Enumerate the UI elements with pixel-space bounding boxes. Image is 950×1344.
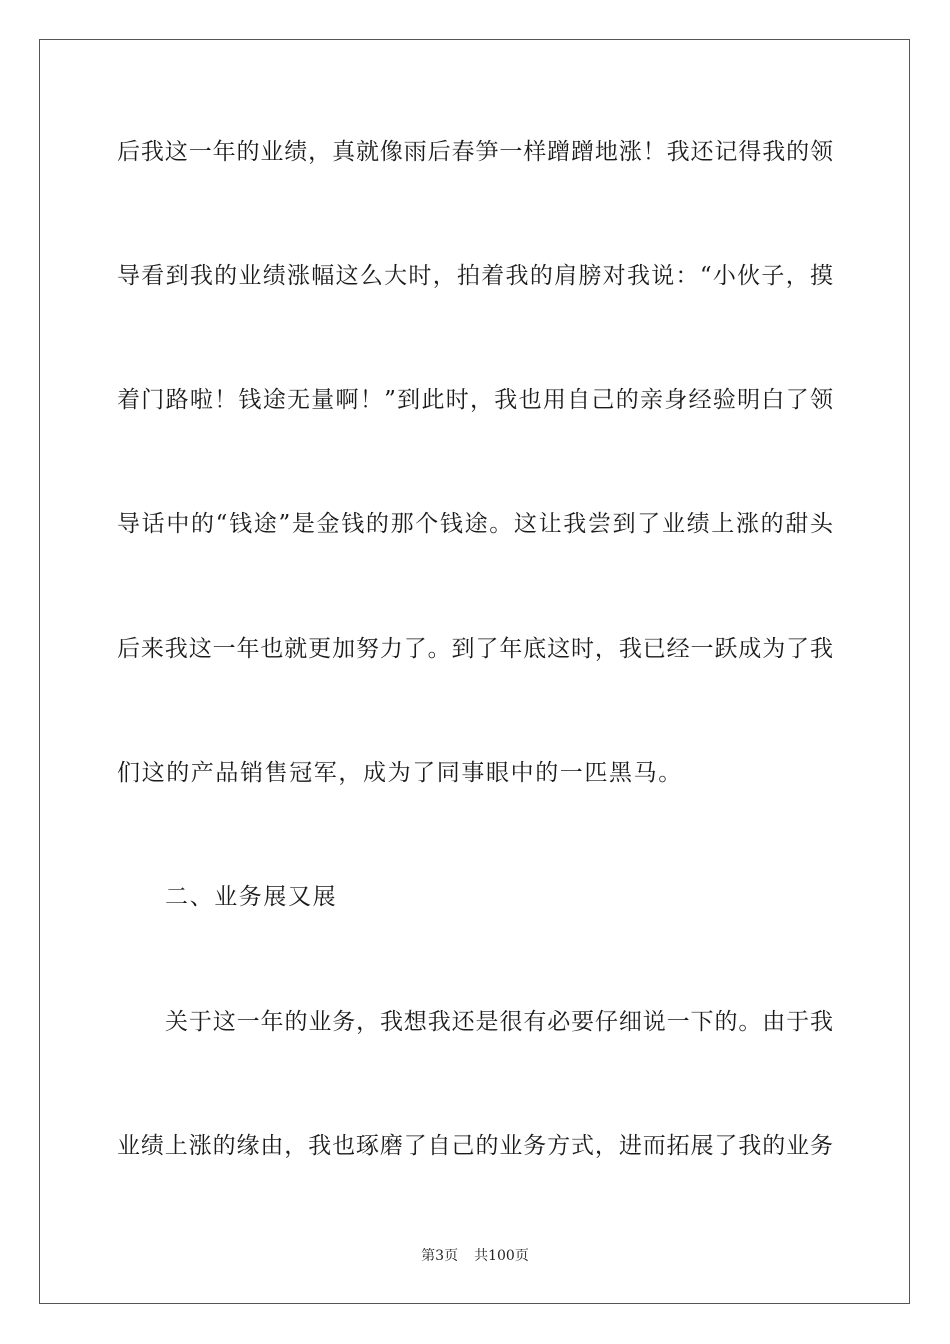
section-heading: 二、业务展又展 xyxy=(165,884,338,910)
page-footer xyxy=(0,1247,950,1265)
page-border xyxy=(39,39,910,1304)
body-text-line: 着门路啦！钱途无量啊！”到此时，我也用自己的亲身经验明白了领 xyxy=(117,387,833,413)
body-text-line: 业绩上涨的缘由，我也琢磨了自己的业务方式，进而拓展了我的业务 xyxy=(117,1133,833,1159)
paragraph-first-line: 关于这一年的业务，我想我还是很有必要仔细说一下的。由于我 xyxy=(165,1009,833,1035)
body-text-line: 导看到我的业绩涨幅这么大时，拍着我的肩膀对我说：“小伙子，摸 xyxy=(117,263,833,289)
body-text-line: 后我这一年的业绩，真就像雨后春笋一样蹭蹭地涨！我还记得我的领 xyxy=(117,139,833,165)
body-text-line: 导话中的“钱途”是金钱的那个钱途。这让我尝到了业绩上涨的甜头 xyxy=(117,511,833,537)
total-pages: 共100页 xyxy=(474,1248,529,1264)
page-number: 第3页 xyxy=(421,1248,459,1264)
body-text-line: 后来我这一年也就更加努力了。到了年底这时，我已经一跃成为了我 xyxy=(117,636,833,662)
body-text-line: 们这的产品销售冠军，成为了同事眼中的一匹黑马。 xyxy=(117,760,683,786)
